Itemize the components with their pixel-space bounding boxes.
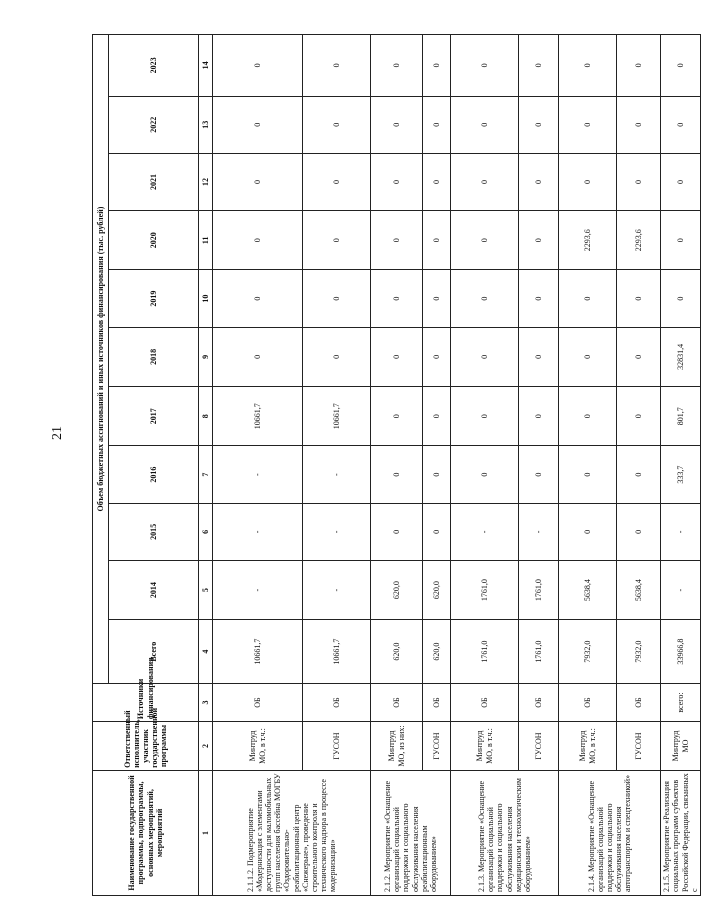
year-value: 0	[519, 387, 559, 446]
year-value: 0	[213, 211, 303, 270]
year-value: 0	[423, 153, 451, 210]
year-value: 0	[371, 270, 423, 327]
year-value: 0	[303, 270, 371, 327]
year-value: 2293,6	[617, 211, 661, 270]
year-value: 0	[519, 35, 559, 97]
page-number: 21	[50, 426, 65, 440]
year-value: -	[661, 560, 701, 619]
year-value: 0	[371, 211, 423, 270]
year-value: 0	[423, 96, 451, 153]
column-number: 13	[199, 96, 213, 153]
year-value: 0	[519, 96, 559, 153]
year-value: 0	[559, 35, 617, 97]
responsible-executor: Минтруд МО, из них:	[371, 722, 423, 771]
year-value: 1761,0	[519, 560, 559, 619]
year-value: 0	[617, 387, 661, 446]
header-year: 2018	[109, 327, 199, 386]
table-header	[93, 35, 213, 896]
header-total: Всего	[109, 620, 199, 684]
year-value: 0	[519, 270, 559, 327]
table-row	[451, 35, 519, 896]
header-year: 2015	[109, 503, 199, 560]
header-year: 2020	[109, 211, 199, 270]
year-value: 801,7	[661, 387, 701, 446]
year-value: 5638,4	[617, 560, 661, 619]
year-value: 0	[617, 446, 661, 503]
total-value: 10661,7	[303, 620, 371, 684]
total-value: 620,0	[423, 620, 451, 684]
year-value: 0	[451, 446, 519, 503]
header-responsible: Ответственный исполнитель, участник государственной программы	[93, 722, 199, 771]
year-value: 32831,4	[661, 327, 701, 386]
total-value: 33966,8	[661, 620, 701, 684]
column-number: 8	[199, 387, 213, 446]
year-value: 0	[661, 35, 701, 97]
year-value: 0	[519, 446, 559, 503]
year-value: 0	[213, 35, 303, 97]
year-value: 0	[423, 35, 451, 97]
total-value: 7932,0	[559, 620, 617, 684]
year-value: 0	[617, 270, 661, 327]
table-row	[303, 35, 371, 896]
funding-source: ОБ	[213, 683, 303, 721]
column-number: 9	[199, 327, 213, 386]
year-value: 0	[451, 96, 519, 153]
column-number: 1	[199, 770, 213, 895]
header-year: 2014	[109, 560, 199, 619]
year-value: 0	[423, 446, 451, 503]
year-value: 0	[559, 96, 617, 153]
year-value: 1761,0	[451, 560, 519, 619]
year-value: 0	[661, 153, 701, 210]
column-number: 12	[199, 153, 213, 210]
column-number: 2	[199, 722, 213, 771]
column-number: 3	[199, 683, 213, 721]
funding-source: ОБ	[519, 683, 559, 721]
total-value: 1761,0	[519, 620, 559, 684]
header-year: 2023	[109, 35, 199, 97]
header-year: 2017	[109, 387, 199, 446]
column-number: 10	[199, 270, 213, 327]
year-value: 0	[213, 96, 303, 153]
year-value: 0	[451, 153, 519, 210]
year-value: 10661,7	[213, 387, 303, 446]
year-value: 2293,6	[559, 211, 617, 270]
year-value: 0	[213, 270, 303, 327]
year-value: 0	[617, 96, 661, 153]
column-number: 14	[199, 35, 213, 97]
year-value: -	[213, 503, 303, 560]
activity-name: 2.1.1.2. Подмероприятие «Модернизация с элементами доступности для маломобильных групп населения бассейна МОГБУ «Оздоровительно-реабилитационный центр «Снежерьне», проведение строительного контроля и технического надзора в процессе модернизации»	[213, 770, 371, 895]
responsible-executor: Минтруд МО, в т.ч.:	[451, 722, 519, 771]
year-value: 5638,4	[559, 560, 617, 619]
year-value: 0	[451, 387, 519, 446]
year-value: 0	[303, 35, 371, 97]
total-value: 1761,0	[451, 620, 519, 684]
year-value: -	[303, 446, 371, 503]
year-value: 0	[371, 446, 423, 503]
year-value: 0	[519, 211, 559, 270]
header-year: 2021	[109, 153, 199, 210]
activity-name: 2.1.4. Мероприятие «Оснащение организаций социальной поддержки и социального обслуживания населения автотранспортом и спецтехникой»	[559, 770, 661, 895]
year-value: -	[661, 503, 701, 560]
table-body	[213, 35, 701, 896]
total-value: 7932,0	[617, 620, 661, 684]
year-value: 0	[451, 211, 519, 270]
year-value: 620,0	[423, 560, 451, 619]
column-number: 11	[199, 211, 213, 270]
year-value: 0	[661, 96, 701, 153]
year-value: 0	[451, 35, 519, 97]
year-value: 0	[423, 503, 451, 560]
year-value: 0	[303, 211, 371, 270]
responsible-executor: ГУСОН	[303, 722, 371, 771]
header-year: 2019	[109, 270, 199, 327]
year-value: 0	[213, 153, 303, 210]
column-number: 7	[199, 446, 213, 503]
year-value: 0	[617, 35, 661, 97]
year-value: 0	[213, 327, 303, 386]
year-value: -	[213, 560, 303, 619]
year-value: 0	[423, 327, 451, 386]
total-value: 10661,7	[213, 620, 303, 684]
header-source: Источники финансирования	[93, 683, 199, 721]
responsible-executor: Минтруд МО	[661, 722, 701, 771]
year-value: 0	[303, 153, 371, 210]
year-value: 0	[559, 446, 617, 503]
year-value: 0	[661, 211, 701, 270]
activity-name: 2.1.3. Мероприятие «Оснащение организаций социальной поддержки и социального обслуживания населения медицинским и технологическим оборудованием»	[451, 770, 559, 895]
funding-source: ОБ	[423, 683, 451, 721]
funding-source: ОБ	[371, 683, 423, 721]
year-value: 0	[371, 387, 423, 446]
year-value: 0	[371, 327, 423, 386]
table-row	[371, 35, 423, 896]
year-value: 0	[423, 211, 451, 270]
table-row	[617, 35, 661, 896]
year-value: 0	[303, 327, 371, 386]
responsible-executor: Минтруд МО, в т.ч.:	[213, 722, 303, 771]
year-value: 0	[451, 327, 519, 386]
year-value: 0	[423, 270, 451, 327]
year-value: 0	[661, 270, 701, 327]
year-value: 0	[371, 153, 423, 210]
funding-source: ОБ	[559, 683, 617, 721]
year-value: 0	[559, 270, 617, 327]
header-year: 2022	[109, 96, 199, 153]
year-value: 0	[451, 270, 519, 327]
year-value: 333,7	[661, 446, 701, 503]
year-value: 0	[559, 387, 617, 446]
responsible-executor: ГУСОН	[617, 722, 661, 771]
funding-source: ОБ	[617, 683, 661, 721]
funding-source: ОБ	[451, 683, 519, 721]
funding-source: всего:	[661, 683, 701, 721]
activity-name: 2.1.5. Мероприятие «Реализация социальных программ субъектов Российской Федерации, связанных с	[661, 770, 701, 895]
activity-name: 2.1.2. Мероприятие «Оснащение организаций социальной поддержки и социального обслуживания населения реабилитационным оборудованием»	[371, 770, 451, 895]
year-value: 0	[519, 327, 559, 386]
column-number: 4	[199, 620, 213, 684]
column-number: 5	[199, 560, 213, 619]
year-value: 0	[303, 96, 371, 153]
year-value: 0	[617, 153, 661, 210]
rotated-table-container	[92, 34, 699, 896]
year-value: 0	[559, 327, 617, 386]
year-value: -	[451, 503, 519, 560]
year-value: 0	[371, 35, 423, 97]
header-name: Наименование государственной программы, подпрограммы, основных мероприятий, мероприятий	[93, 770, 199, 895]
year-value: 0	[617, 503, 661, 560]
year-value: -	[303, 503, 371, 560]
year-value: -	[213, 446, 303, 503]
year-value: -	[519, 503, 559, 560]
year-value: 0	[617, 327, 661, 386]
year-value: 620,0	[371, 560, 423, 619]
responsible-executor: ГУСОН	[519, 722, 559, 771]
year-value: 0	[519, 153, 559, 210]
year-value: 0	[371, 96, 423, 153]
table-row	[559, 35, 617, 896]
table-row	[519, 35, 559, 896]
responsible-executor: Минтруд МО, в т.ч.:	[559, 722, 617, 771]
year-value: 0	[371, 503, 423, 560]
responsible-executor: ГУСОН	[423, 722, 451, 771]
table-row	[661, 35, 701, 896]
total-value: 620,0	[371, 620, 423, 684]
funding-source: ОБ	[303, 683, 371, 721]
year-value: 0	[559, 503, 617, 560]
header-group-title: Объем бюджетных ассигнований и иных источников финансирования (тыс. рублей)	[93, 35, 109, 684]
column-number: 6	[199, 503, 213, 560]
table-row	[213, 35, 303, 896]
header-year: 2016	[109, 446, 199, 503]
year-value: -	[303, 560, 371, 619]
year-value: 0	[423, 387, 451, 446]
budget-table	[92, 34, 701, 896]
table-row	[423, 35, 451, 896]
year-value: 10661,7	[303, 387, 371, 446]
year-value: 0	[559, 153, 617, 210]
